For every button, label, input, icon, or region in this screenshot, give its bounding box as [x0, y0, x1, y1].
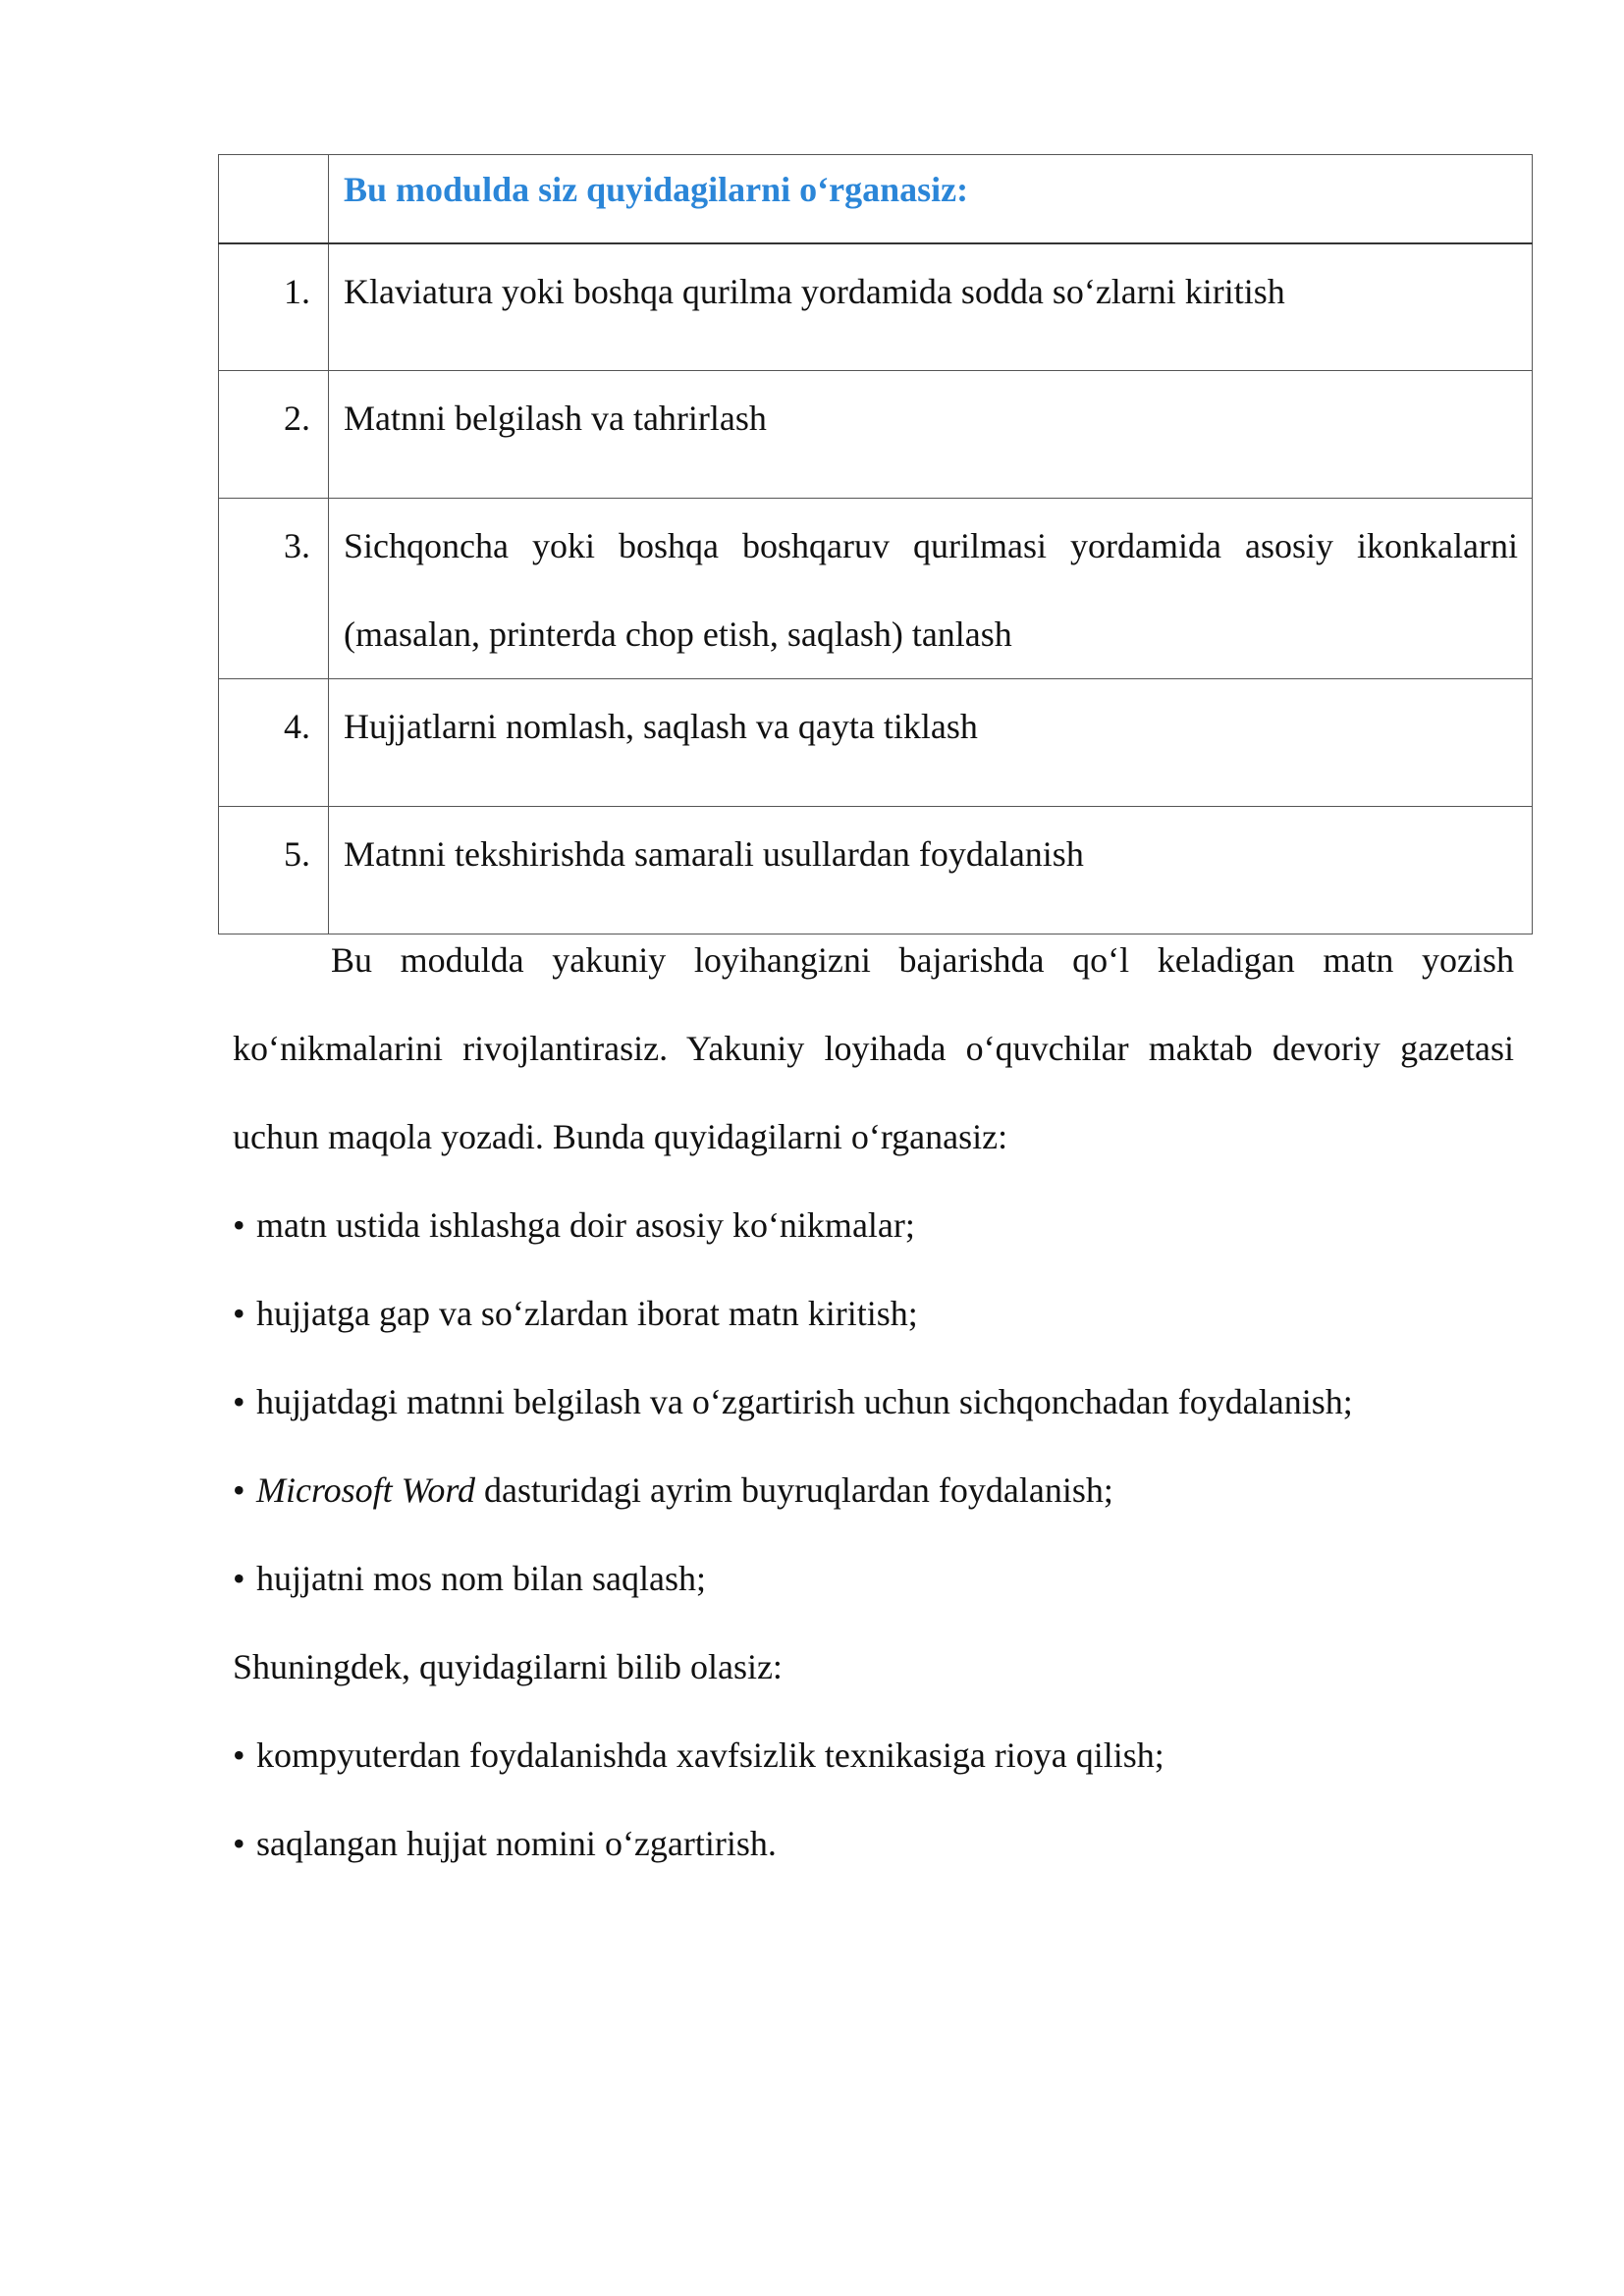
app-name: Microsoft Word: [256, 1470, 476, 1510]
table-row: [219, 371, 1533, 499]
list-item-text: kompyuterdan foydalanishda xavfsizlik texnikasiga rioya qilish;: [256, 1735, 1164, 1775]
bullet-icon: •: [233, 1382, 245, 1421]
list-item: [233, 1181, 915, 1269]
table-row: [219, 243, 1533, 371]
list-item-text: saqlangan hujjat nomini o‘zgartirish.: [256, 1824, 777, 1863]
list-item-text: hujjatga gap va so‘zlardan iborat matn kiritish;: [256, 1294, 918, 1333]
row-text: Klaviatura yoki boshqa qurilma yordamida sodda so‘zlarni kiritish: [329, 243, 1533, 371]
header-number-cell: [219, 155, 329, 243]
objectives-table: [218, 154, 1533, 934]
row-text: Matnni tekshirishda samarali usullardan foydalanish: [329, 807, 1533, 934]
list-item: [233, 1799, 777, 1888]
row-text: Matnni belgilash va tahrirlash: [329, 371, 1533, 499]
intro-paragraph: Bu modulda yakuniy loyihangizni bajarishda qo‘l keladigan matn yozish ko‘nikmalarini rivojlantirasiz. Yakuniy loyihada o‘quvchilar maktab devoriy gazetasi uchun maqola yozadi. Bunda quyidagilarni o‘rganasiz:: [233, 940, 1514, 1156]
row-text: Sichqoncha yoki boshqa boshqaruv qurilmasi yordamida asosiy ikonkalarni (masalan, printerda chop etish, saqlash) tanlash: [329, 499, 1533, 679]
bullet-icon: •: [233, 1294, 245, 1333]
bullet-icon: •: [233, 1735, 245, 1775]
list-item: [233, 1711, 1164, 1799]
section-heading: Shuningdek, quyidagilarni bilib olasiz:: [233, 1647, 783, 1686]
list-item: [233, 1534, 706, 1623]
bullet-icon: •: [233, 1205, 245, 1245]
table-header-row: [219, 155, 1533, 243]
list-item-text: hujjatni mos nom bilan saqlash;: [256, 1559, 706, 1598]
bullet-icon: •: [233, 1824, 245, 1863]
list-item-text: dasturidagi ayrim buyruqlardan foydalanish;: [475, 1470, 1113, 1510]
list-item-text: matn ustida ishlashga doir asosiy ko‘nikmalar;: [256, 1205, 915, 1245]
header-title-cell: [329, 155, 1533, 243]
row-number: 2.: [219, 371, 329, 499]
row-number: 3.: [219, 499, 329, 679]
table-title: Bu modulda siz quyidagilarni o‘rganasiz:: [344, 170, 969, 209]
table-row: [219, 499, 1533, 679]
list-item: [233, 1358, 1353, 1446]
row-number: 4.: [219, 679, 329, 807]
table-row: [219, 679, 1533, 807]
table-row: [219, 807, 1533, 934]
row-number: 5.: [219, 807, 329, 934]
bullet-icon: •: [233, 1470, 245, 1510]
row-text: Hujjatlarni nomlash, saqlash va qayta tiklash: [329, 679, 1533, 807]
row-number: 1.: [219, 243, 329, 371]
bullet-icon: •: [233, 1559, 245, 1598]
list-item-text: hujjatdagi matnni belgilash va o‘zgartirish uchun sichqonchadan foydalanish;: [256, 1382, 1353, 1421]
list-item: [233, 1269, 918, 1358]
list-item: [233, 1446, 1113, 1534]
